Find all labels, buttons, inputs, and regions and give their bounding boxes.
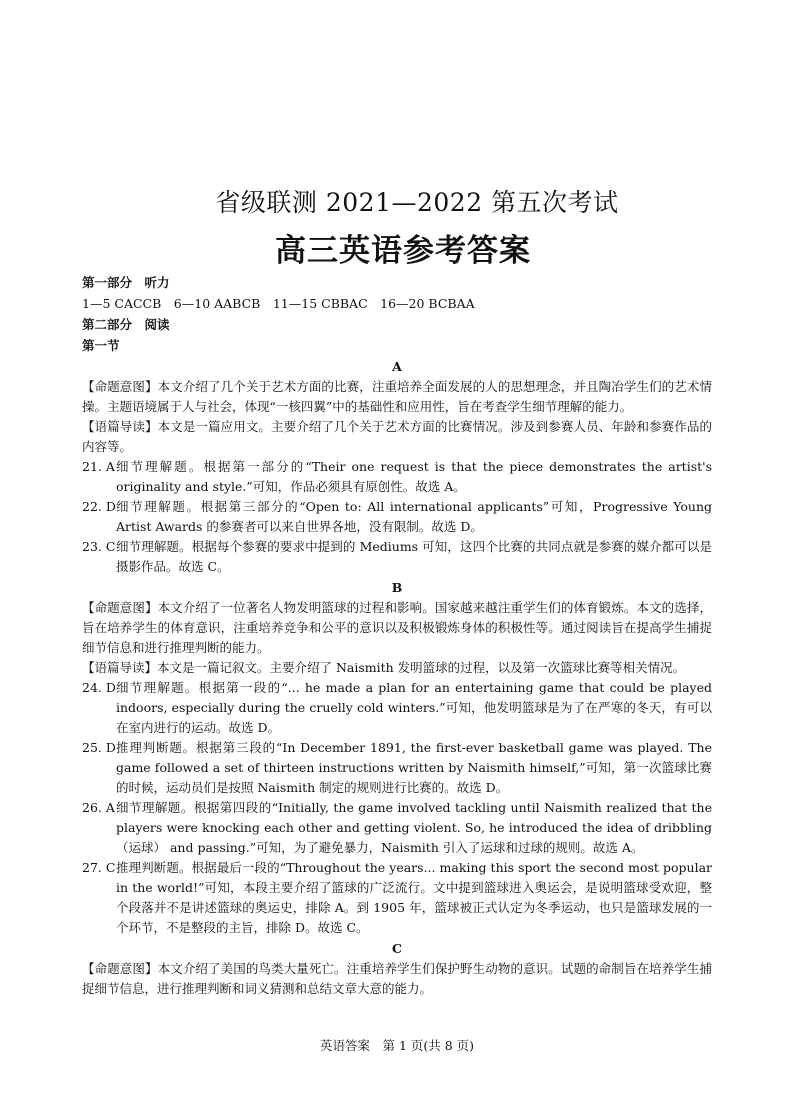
exam-title: 省级联测 2021—2022 第五次考试	[215, 188, 619, 217]
question-21: 21. A 细节理解题。根据第一部分的“Their one request is that the piece demonstrates the artist's originality and style.”可知，作品必须具有原创性。故选 A。	[82, 459, 712, 494]
passage-a-intent: 【命题意图】本文介绍了几个关于艺术方面的比赛，注重培养全面发展的人的思想理念，并且陶冶学生们的艺术情操。主题语境属于人与社会，体现“一核四翼”中的基础性和应用性，旨在考查学生细节理解的能力。	[82, 379, 712, 414]
passage-c-intent: 【命题意图】本文介绍了美国的鸟类大量死亡。注重培养学生们保护野生动物的意识。试题的命制旨在培养学生捕捉细节信息，进行推理判断和词义猜测和总结文章大意的能力。	[82, 961, 712, 996]
passage-b-guide: 【语篇导读】本文是一篇记叙文。主要介绍了 Naismith 发明篮球的过程，以及第一次篮球比赛等相关情况。	[82, 660, 686, 675]
question-24: 24. D 细节理解题。根据第一段的“... he made a plan for an entertaining game that could be played indoors, especially during the cruelly cold winters.”可知，他发明篮球是为了在严寒的冬天，有可以在室内进行的运动。故选 D。	[82, 680, 712, 735]
part1-heading: 第一部分 听力	[82, 275, 170, 290]
listening-answers: 1—5 CACCB 6—10 AABCB 11—15 CBBAC 16—20 BCBAA	[82, 296, 475, 311]
passage-a-guide: 【语篇导读】本文是一篇应用文。主要介绍了几个关于艺术方面的比赛情况。涉及到参赛人员、年龄和参赛作品的内容等。	[82, 419, 712, 454]
question-22: 22. D 细节理解题。根据第三部分的“Open to: All international applicants”可知，Progressive Young Artist Awards 的参赛者可以来自世界各地，没有限制。故选 D。	[82, 499, 712, 534]
part2-heading: 第二部分 阅读	[82, 317, 170, 332]
answer-content	[82, 272, 712, 999]
page-footer: 英语答案 第 1 页(共 8 页)	[319, 1038, 475, 1053]
question-25: 25. D 推理判断题。根据第三段的“In December 1891, the first-ever basketball game was played. The game followed a set of thirteen instructions written by Naismith himself,”可知，第一次篮球比赛的时候，运动员们是按照 Naismith 制定的规则进行比赛的。故选 D。	[82, 740, 712, 795]
passage-c-label: C	[392, 941, 402, 956]
question-26: 26. A 细节理解题。根据第四段的“Initially, the game involved tackling until Naismith realized that the players were knocking each other and getting violent. So, he introduced the idea of dribbling（运球） and passing.”可知，为了避免暴力，Naismith 引入了运球和过球的规则。故选 A。	[82, 800, 712, 855]
answer-key-title: 高三英语参考答案	[275, 233, 531, 269]
passage-b-intent: 【命题意图】本文介绍了一位著名人物发明篮球的过程和影响。国家越来越注重学生们的体育锻炼。本文的选择，旨在培养学生的体育意识，注重培养竞争和公平的意识以及积极锻炼身体的积极性等。通过阅读旨在提高学生捕捉细节信息和进行推理判断的能力。	[82, 600, 712, 655]
passage-a-label: A	[392, 359, 402, 374]
passage-b-label: B	[391, 580, 403, 595]
question-23: 23. C 细节理解题。根据每个参赛的要求中提到的 Mediums 可知，这四个比赛的共同点就是参赛的媒介都可以是摄影作品。故选 C。	[82, 539, 712, 574]
section1-heading: 第一节	[82, 338, 120, 353]
question-27: 27. C 推理判断题。根据最后一段的“Throughout the years... making this sport the second most popular in the world!”可知，本段主要介绍了篮球的广泛流行。文中提到篮球进入奥运会，是说明篮球受欢迎，整个段落并不是讲述篮球的奥运史，排除 A。到 1905 年，篮球被正式认定为冬季运动，也只是篮球发展的一个环节，不是整段的主旨，排除 D。故选 C。	[82, 860, 712, 935]
